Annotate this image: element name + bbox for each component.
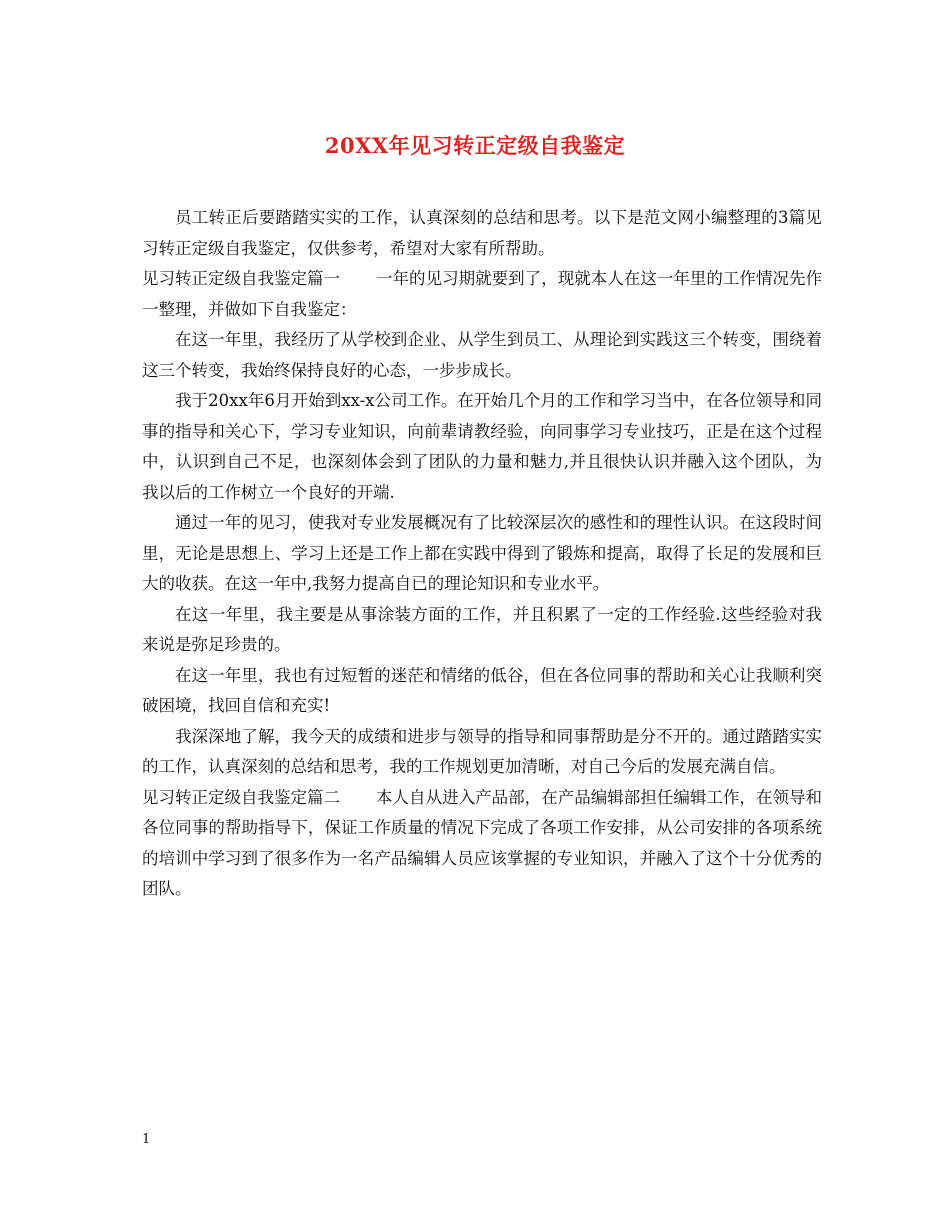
body-paragraph: 在这一年里，我主要是从事涂装方面的工作，并且积累了一定的工作经验.这些经验对我来说是弥足珍贵的。 [142,604,822,654]
section-two-text: 本人自从进入产品部，在产品编辑部担任编辑工作，在领导和各位同事的帮助指导下，保证工作质量的情况下完成了各项工作安排，从公司安排的各项系统的培训中学习到了很多作为一名产品编辑人员应该掌握的专业知识，并融入了这个十分优秀的团队。 [142,787,822,898]
document-title: 20XX年见习转正定级自我鉴定 [324,133,626,158]
section-one-label: 见习转正定级自我鉴定篇一 [142,269,340,288]
section-one-text: 一年的见习期就要到了，现就本人在这一年里的工作情况先作一整理，并做如下自我鉴定： [142,269,822,319]
body-paragraph: 我于20xx年6月开始到xx-x公司工作。在开始几个月的工作和学习当中，在各位领导和同事的指导和关心下，学习专业知识，向前辈请教经验，向同事学习专业技巧，正是在这个过程中，认识到自己不足，也深刻体会到了团队的力量和魅力,并且很快认识并融入这个团队，为我以后的工作树立一个良好的开端. [142,391,822,502]
body-paragraph: 在这一年里，我经历了从学校到企业、从学生到员工、从理论到实践这三个转变，围绕着这三个转变，我始终保持良好的心态，一步步成长。 [142,330,822,380]
body-paragraph: 通过一年的见习，使我对专业发展概况有了比较深层次的感性和的理性认识。在这段时间里，无论是思想上、学习上还是工作上都在实践中得到了锻炼和提高，取得了长足的发展和巨大的收获。在这一年中,我努力提高自已的理论知识和专业水平。 [142,513,822,593]
body-paragraph: 我深深地了解，我今天的成绩和进步与领导的指导和同事帮助是分不开的。通过踏踏实实的工作，认真深刻的总结和思考，我的工作规划更加清晰，对自己今后的发展充满自信。 [142,726,822,776]
body-paragraph: 在这一年里，我也有过短暂的迷茫和情绪的低谷，但在各位同事的帮助和关心让我顺利突破困境，找回自信和充实! [142,665,822,715]
page-number: 1 [142,1132,151,1147]
section-two-paragraph [142,783,822,905]
document-body [142,203,822,905]
intro-paragraph: 员工转正后要踏踏实实的工作，认真深刻的总结和思考。以下是范文网小编整理的3篇见习转正定级自我鉴定，仅供参考，希望对大家有所帮助。 [142,208,822,258]
section-two-label: 见习转正定级自我鉴定篇二 [142,787,340,807]
section-one-paragraph [142,264,822,325]
